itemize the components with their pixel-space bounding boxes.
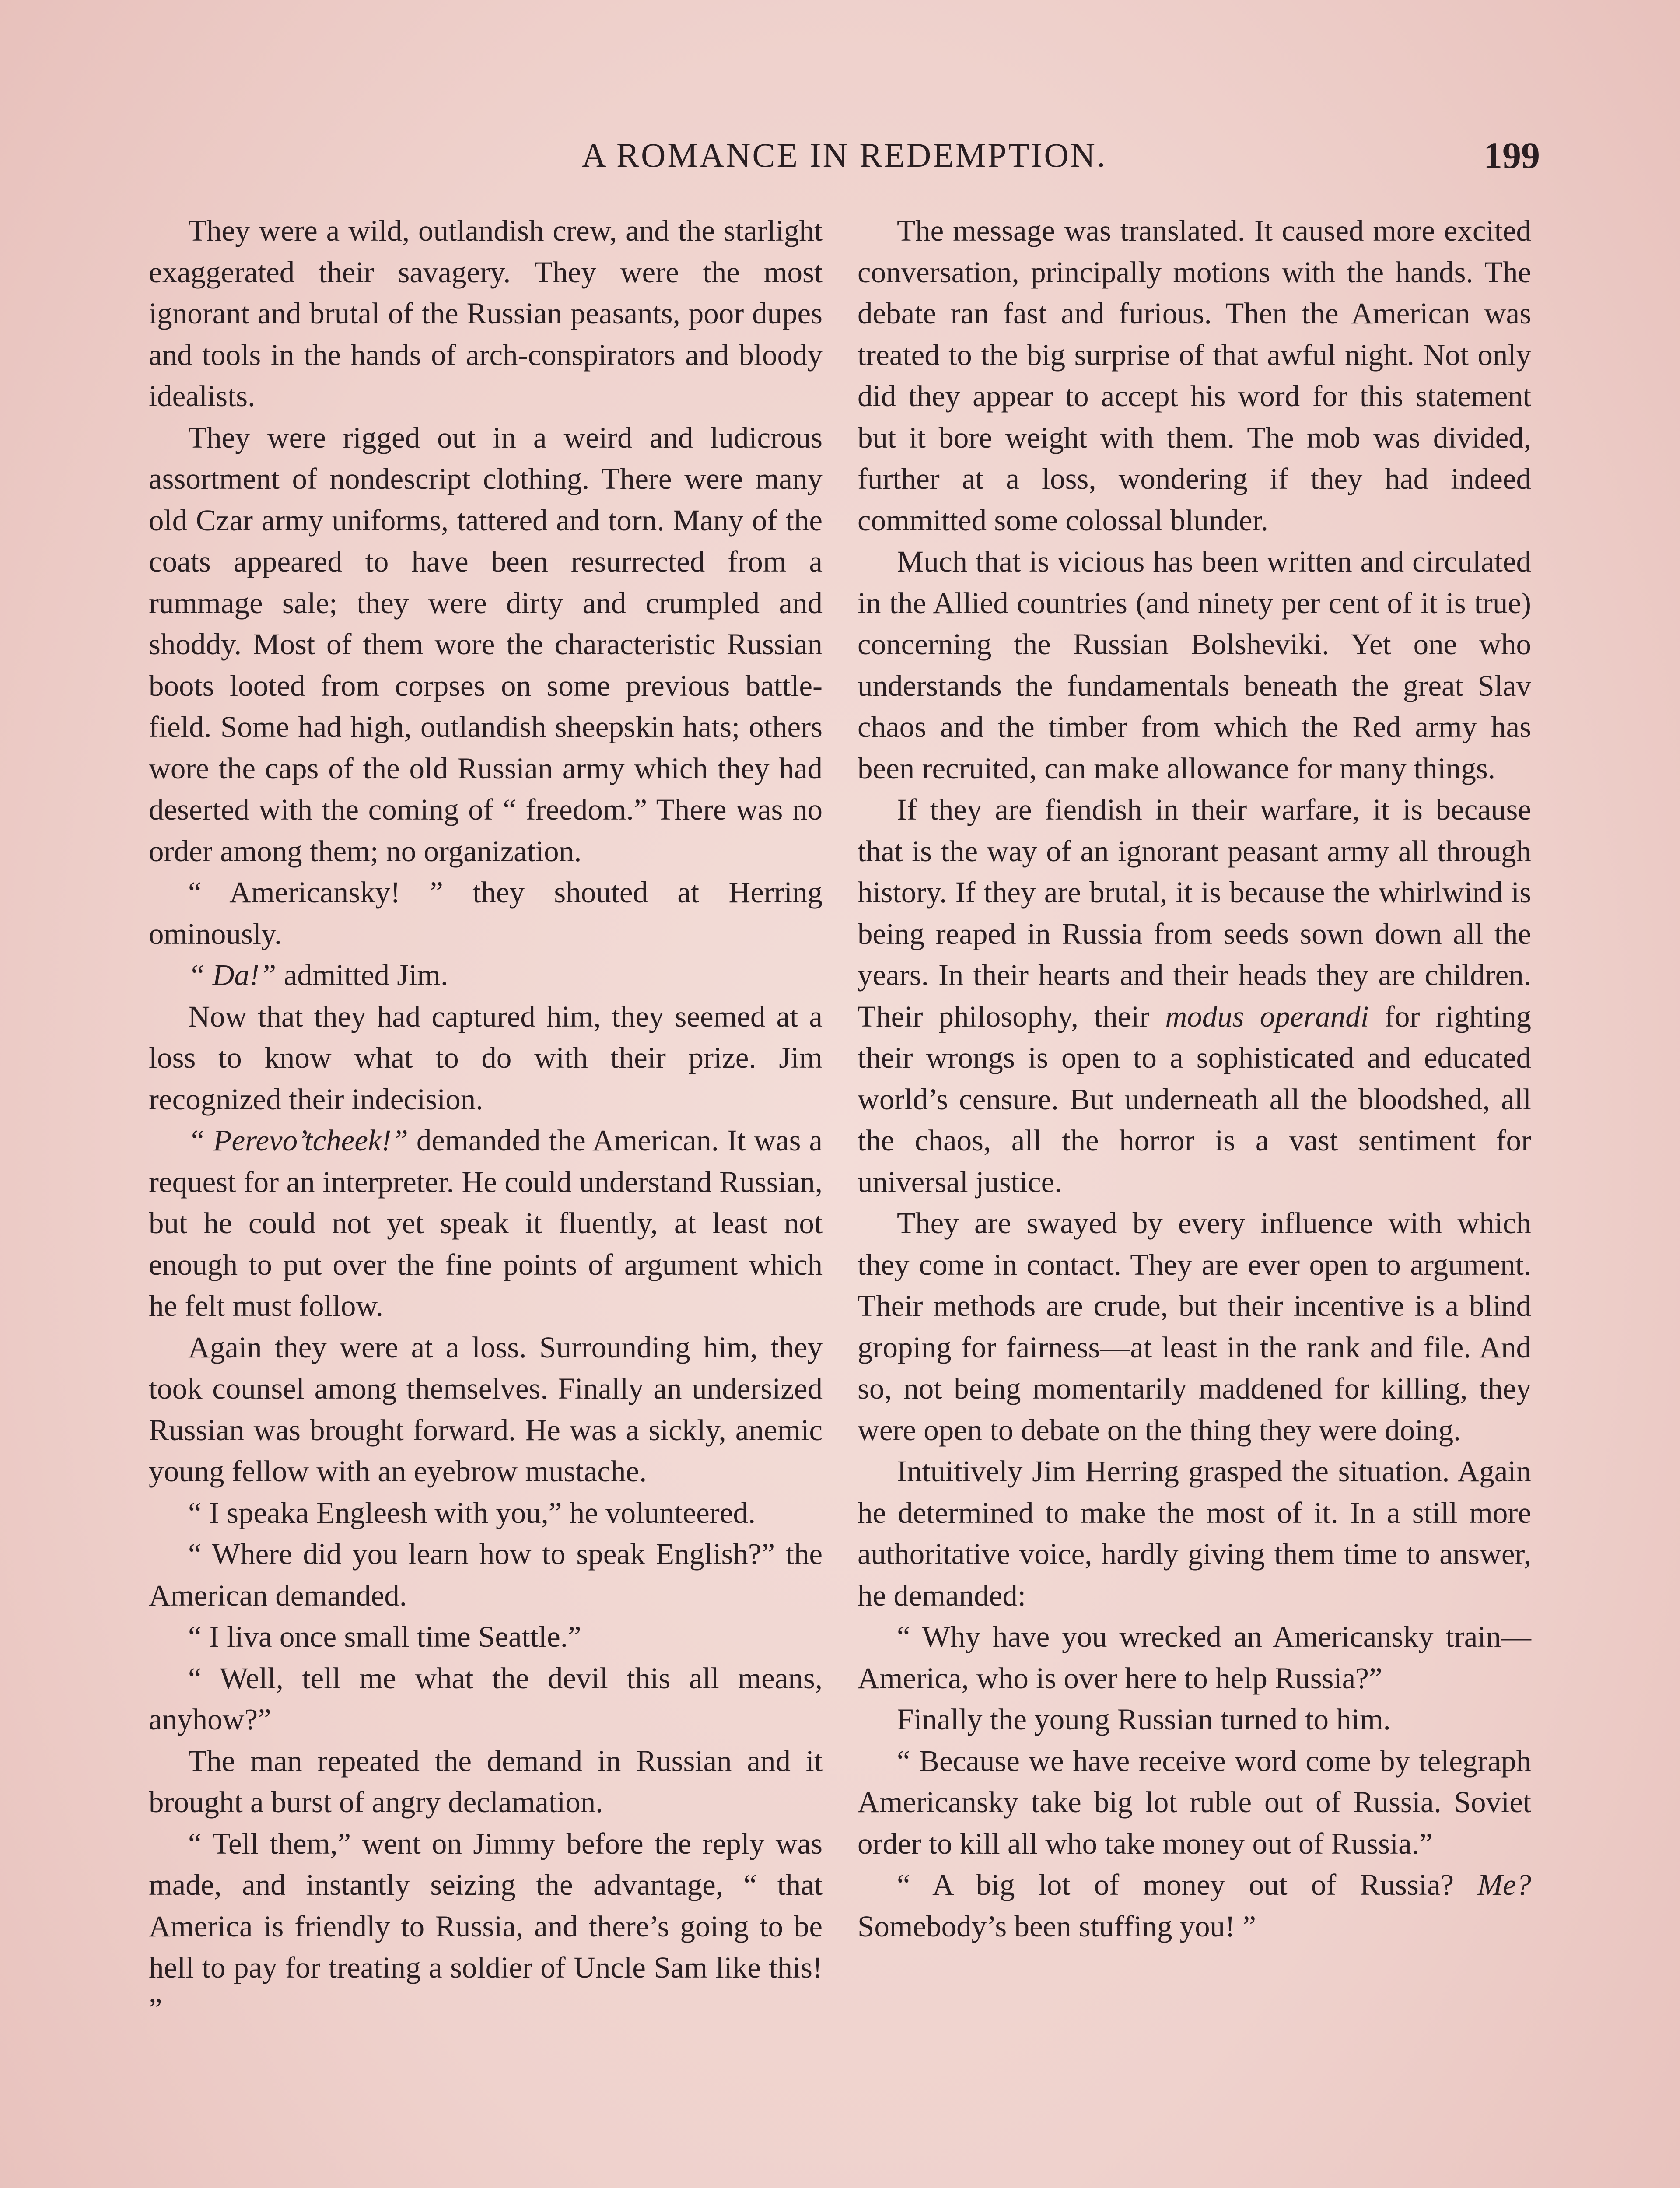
paragraph: They were a wild, outlandish crew, and the starlight exaggerated their savagery. They were the most ignorant and brutal of the Russian peasants, poor dupes and tools in the hands of arch-conspirators and bloody idealists. xyxy=(149,214,822,413)
paragraph xyxy=(858,1864,1531,1947)
paragraph-text: admitted Jim. xyxy=(276,958,448,992)
running-title: A ROMANCE IN REDEMPTION. xyxy=(581,136,1107,174)
paragraph: The message was translated. It caused more excited conversation, principally motions with the hands. The debate ran fast and furious. Then the American was treated to the big surprise of that awful night. Not only did they appear to accept his word for this statement but it bore weight with them. The mob was divided, further at a loss, wondering if they had indeed committed some colossal blunder. xyxy=(858,214,1531,537)
paragraph-text: for righting their wrongs is open to a sophisticated and educated world’s censure. But underneath all the bloodshed, all the chaos, all the horror is a vast sentiment for universal justice. xyxy=(858,999,1531,1199)
paragraph: The man repeated the demand in Russian and it brought a burst of angry declamation. xyxy=(149,1744,822,1819)
italic-speech: “ Perevo’tcheek!” xyxy=(188,1124,408,1157)
paragraph: “ I speaka Engleesh with you,” he volunteered. xyxy=(188,1496,756,1529)
paragraph-text: If they are fiendish in their warfare, it is because that is the way of an ignorant peasant army all through history. If they are brutal, it is because the whirlwind is being reaped in Russia from seeds sown down all the years. In their hearts and their heads they are children. Their philosophy, their xyxy=(858,793,1531,1033)
page-number: 199 xyxy=(1484,134,1540,176)
paragraph-text: Somebody’s been stuffing you! ” xyxy=(858,1909,1256,1943)
paragraph: Intuitively Jim Herring grasped the situation. Again he determined to make the most of it. In a still more authoritative voice, hardly giving them time to answer, he demanded: xyxy=(858,1455,1531,1612)
italic-phrase: modus operandi xyxy=(1165,999,1369,1033)
paragraph: They were rigged out in a weird and ludicrous assortment of nondescript clothing. There were many old Czar army uniforms, tattered and torn. Many of the coats appeared to have been resurrected from a rummage sale; they were dirty and crumpled and shoddy. Most of them wore the characteristic Russian boots looted from corpses on some previous battle-field. Some had high, outlandish sheepskin hats; others wore the caps of the old Russian army which they had deserted with the coming of “ freedom.” There was no order among them; no organization. xyxy=(149,421,822,868)
left-column xyxy=(149,210,822,2030)
paragraph: “ Where did you learn how to speak English?” the American demanded. xyxy=(149,1537,822,1612)
paragraph: Now that they had captured him, they seemed at a loss to know what to do with their prize. Jim recognized their indecision. xyxy=(149,999,822,1116)
paragraph: Again they were at a loss. Surrounding him, they took counsel among themselves. Finally an undersized Russian was brought forward. He was a sickly, anemic young fellow with an eyebrow mustache. xyxy=(149,1330,822,1488)
paragraph: “ Because we have receive word come by telegraph Americansky take big lot ruble out of Russia. Soviet order to kill all who take money out of Russia.” xyxy=(858,1744,1531,1860)
right-column xyxy=(858,210,1531,1947)
page-header xyxy=(149,131,1540,179)
paragraph xyxy=(149,954,822,996)
paragraph: Much that is vicious has been written and circulated in the Allied countries (and ninety per cent of it is true) concerning the Russian Bolsheviki. Yet one who understands the fundamentals beneath the great Slav chaos and the timber from which the Red army has been recruited, can make allowance for many things. xyxy=(858,545,1531,785)
paragraph-text: “ A big lot of money out of Russia? xyxy=(897,1868,1478,1901)
paragraph xyxy=(858,789,1531,1203)
italic-speech: “ Da!” xyxy=(188,958,276,992)
paragraph: Finally the young Russian turned to him. xyxy=(897,1703,1391,1736)
paragraph: “ I liva once small time Seattle.” xyxy=(188,1620,581,1653)
paragraph: “ Well, tell me what the devil this all means, anyhow?” xyxy=(149,1661,822,1736)
paragraph: “ Tell them,” went on Jimmy before the reply was made, and instantly seizing the advantage, “ that America is friendly to Russia, and there’s going to be hell to pay for treating a soldier of Uncle Sam like this! ” xyxy=(149,1827,822,2026)
paragraph xyxy=(149,1120,822,1327)
paragraph: They are swayed by every influence with which they come in contact. They are ever open to argument. Their methods are crude, but their incentive is a blind groping for fairness—at least in the rank and file. And so, not being momentarily maddened for killing, they were open to debate on the thing they were doing. xyxy=(858,1206,1531,1447)
italic-word: Me? xyxy=(1477,1868,1531,1901)
paragraph-text: demanded the American. It was a request for an interpreter. He could understand Russian, but he could not yet speak it fluently, at least not enough to put over the fine points of argument which he felt must follow. xyxy=(149,1124,822,1322)
paragraph: “ Americansky! ” they shouted at Herring ominously. xyxy=(149,876,822,950)
paragraph: “ Why have you wrecked an Americansky train—America, who is over here to help Russia?” xyxy=(858,1620,1531,1695)
